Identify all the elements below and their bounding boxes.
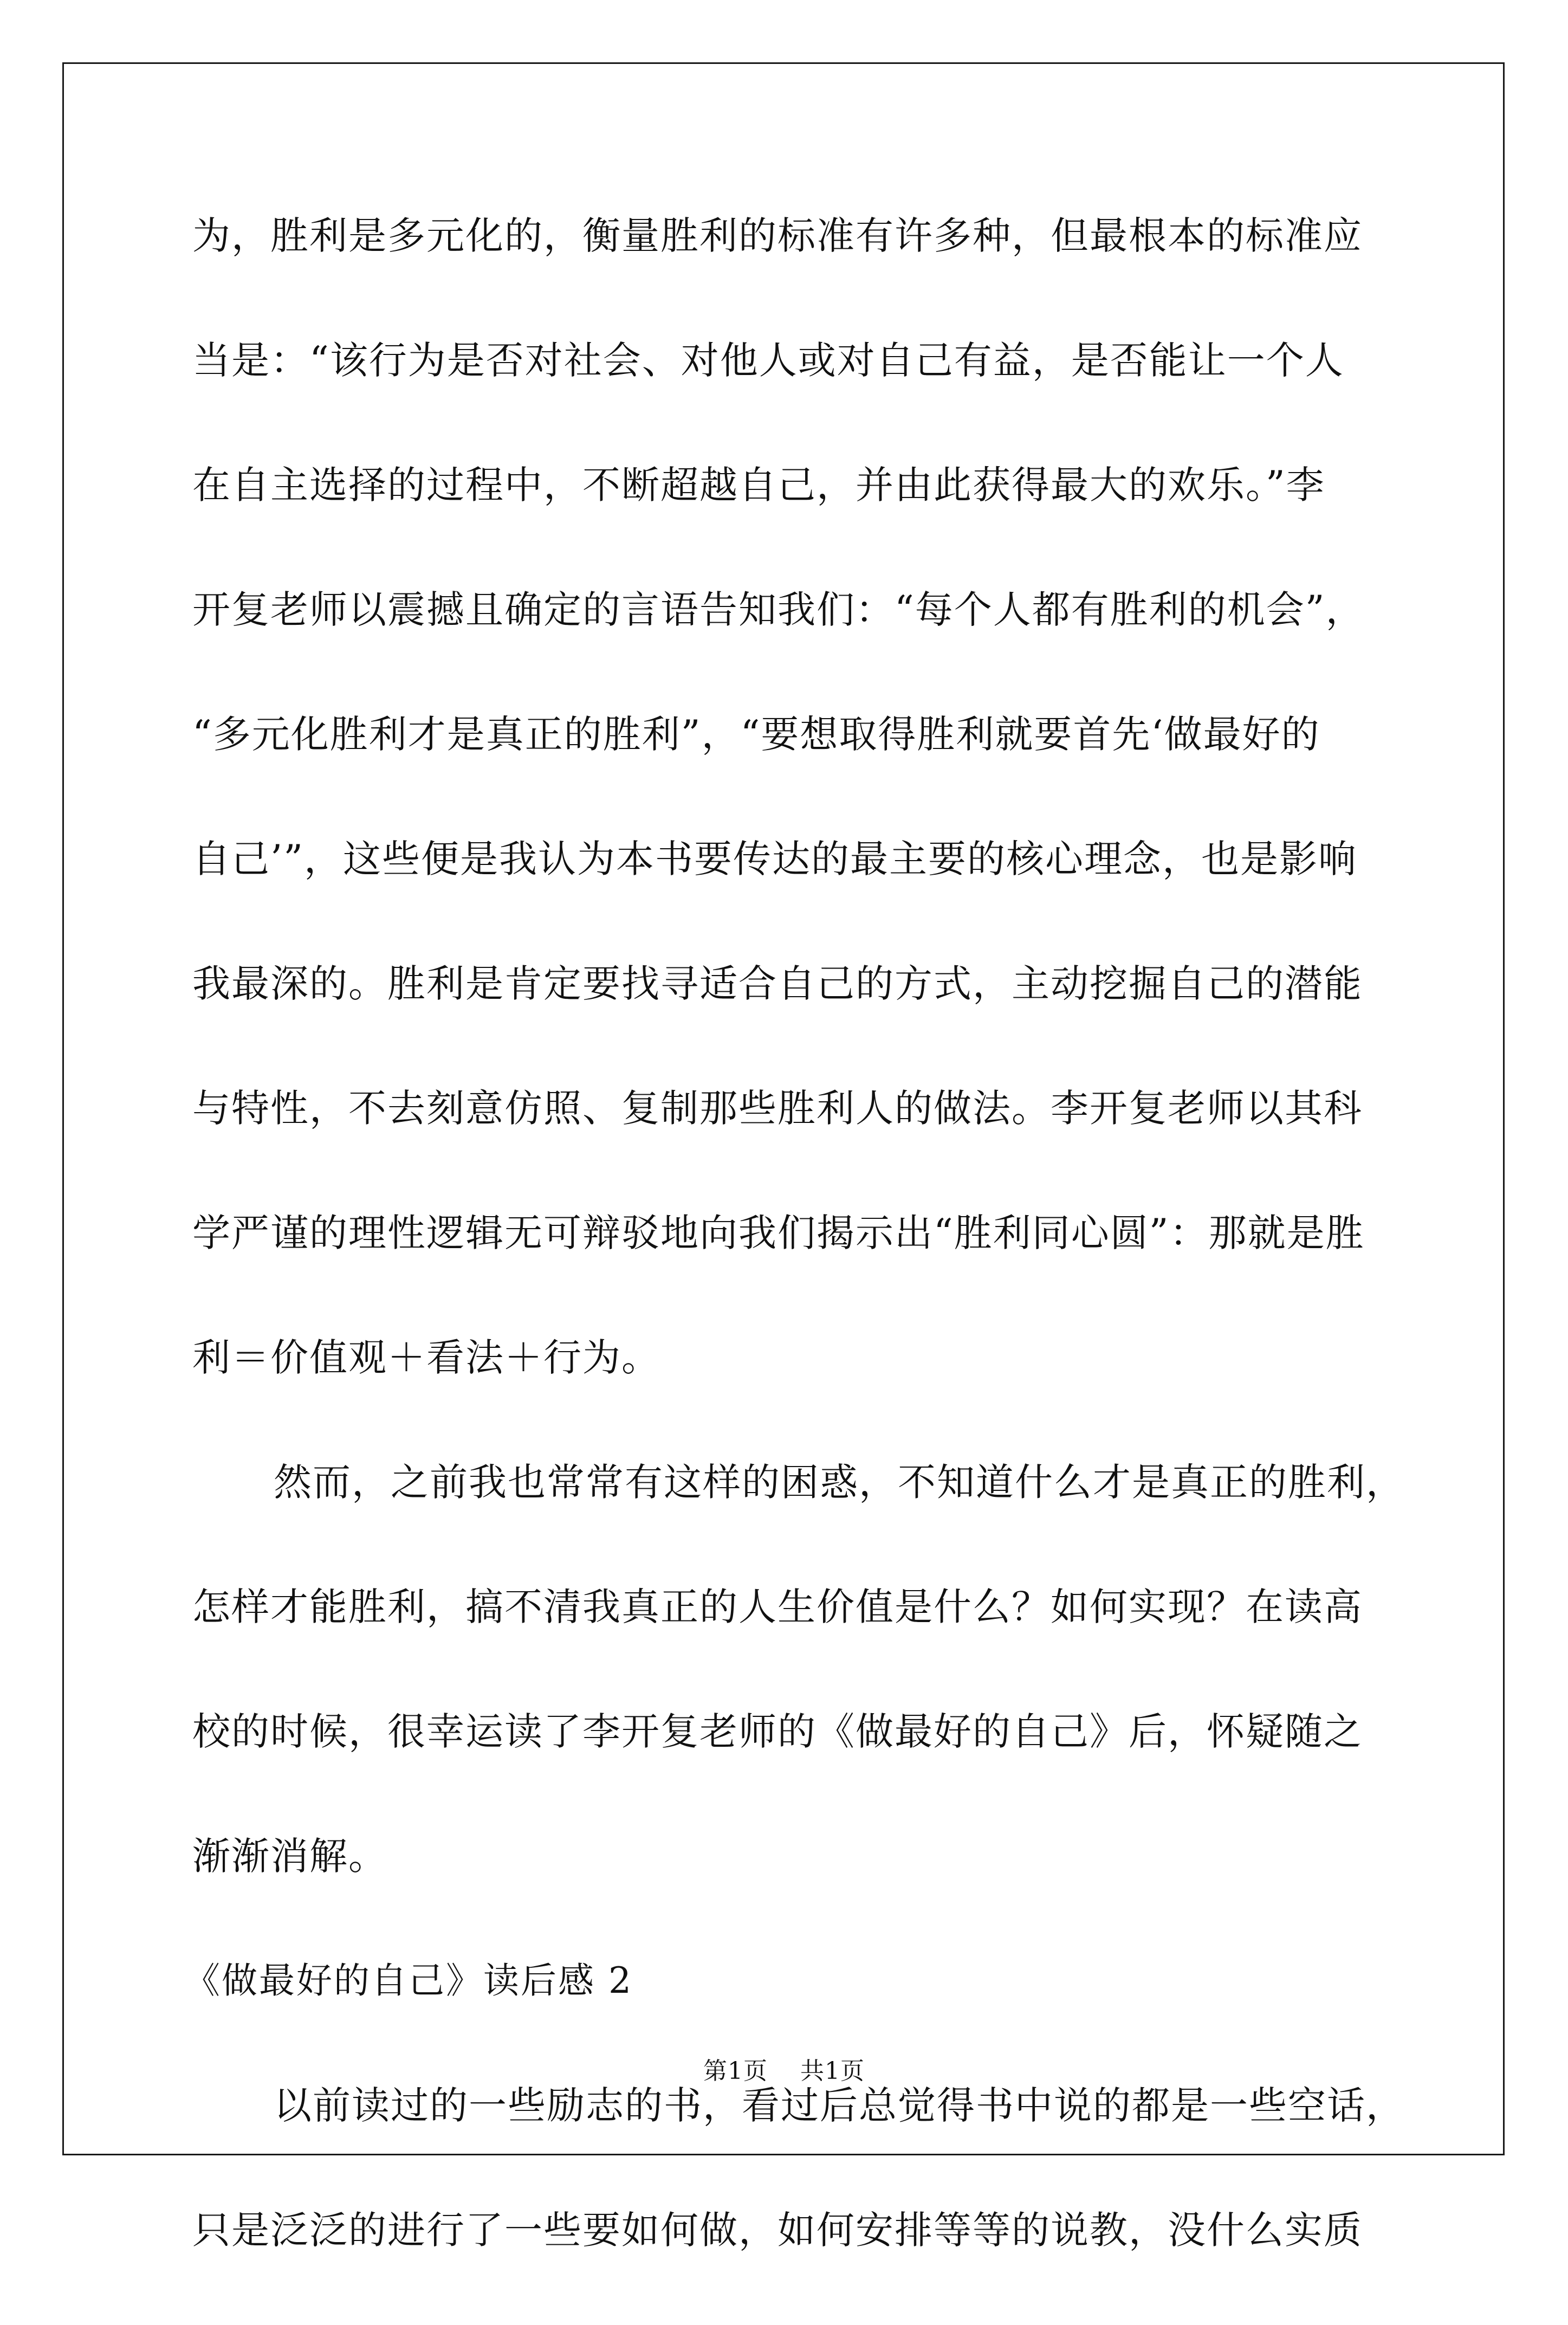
text-line: “多元化胜利才是真正的胜利”，“要想取得胜利就要首先‘做最好的 <box>192 712 1320 757</box>
text-line: 利＝价值观＋看法＋行为。 <box>192 1335 660 1380</box>
text-line: 自己’”，这些便是我认为本书要传达的最主要的核心理念，也是影响 <box>192 837 1358 881</box>
text-line: 只是泛泛的进行了一些要如何做，如何安排等等的说教，没什么实质 <box>192 2208 1363 2252</box>
page-footer <box>0 2055 1568 2088</box>
text-line: 校的时候，很幸运读了李开复老师的《做最好的自己》后，怀疑随之 <box>192 1709 1363 1754</box>
text-line: 渐渐消解。 <box>192 1834 387 1878</box>
text-line: 然而，之前我也常常有这样的困惑，不知道什么才是真正的胜利， <box>274 1460 1405 1504</box>
text-line: 我最深的。胜利是肯定要找寻适合自己的方式，主动挖掘自己的潜能 <box>192 961 1363 1006</box>
text-line: 与特性，不去刻意仿照、复制那些胜利人的做法。李开复老师以其科 <box>192 1086 1363 1131</box>
text-line: 为，胜利是多元化的，衡量胜利的标准有许多种，但最根本的标准应 <box>192 214 1363 258</box>
section-heading: 《做最好的自己》读后感 2 <box>184 1960 633 2001</box>
document-body <box>184 206 1405 2325</box>
page-number-current: 第1页 <box>703 2057 768 2085</box>
text-line: 在自主选择的过程中，不断超越自己，并由此获得最大的欢乐。”李 <box>192 463 1325 507</box>
text-line: 开复老师以震撼且确定的言语告知我们：“每个人都有胜利的机会”， <box>192 587 1365 632</box>
text-line: 学严谨的理性逻辑无可辩驳地向我们揭示出“胜利同心圆”：那就是胜 <box>192 1211 1365 1255</box>
text-line: 怎样才能胜利，搞不清我真正的人生价值是什么？如何实现？在读高 <box>192 1585 1363 1629</box>
text-line: 当是：“该行为是否对社会、对他人或对自己有益，是否能让一个人 <box>192 338 1344 383</box>
page-number-total: 共1页 <box>800 2057 865 2085</box>
text-line: 以前读过的一些励志的书，看过后总觉得书中说的都是一些空话， <box>274 2083 1405 2128</box>
